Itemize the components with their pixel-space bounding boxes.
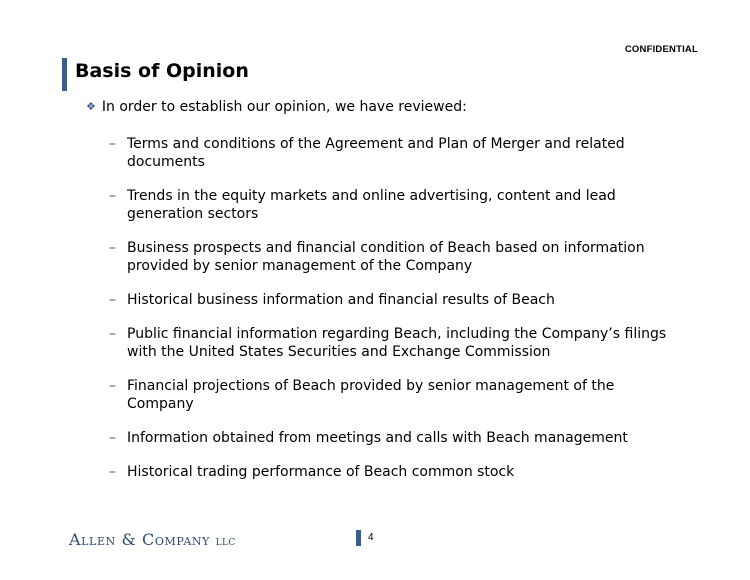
list-item [109,325,679,361]
list-item-text: Financial projections of Beach provided by senior management of the Company [127,378,615,412]
list-item [109,291,679,309]
list-item [109,429,679,447]
list-item-text: Historical trading performance of Beach common stock [127,464,515,480]
list-item [109,239,679,275]
list-item [109,463,679,481]
list-item-text: Trends in the equity markets and online advertising, content and lead generation sectors [127,188,616,222]
dash-icon: – [109,136,116,152]
logo-name: Allen & Company [69,530,210,549]
dash-icon: – [109,464,116,480]
intro-text: In order to establish our opinion, we have reviewed: [101,99,467,115]
diamond-bullet-icon: ❖ [86,100,96,113]
list-item [109,135,679,171]
dash-icon: – [109,188,116,204]
list-item [109,377,679,413]
list-item-text: Business prospects and financial condition of Beach based on information provided by senior management of the Company [127,240,645,274]
title-accent-bar [62,58,67,91]
dash-icon: – [109,378,116,394]
dash-icon: – [109,240,116,256]
dash-icon: – [109,326,116,342]
list-item-text: Information obtained from meetings and calls with Beach management [127,430,628,446]
page-number: 4 [368,532,374,543]
confidential-label: CONFIDENTIAL [624,44,698,55]
dash-icon: – [109,292,116,308]
review-list [109,135,679,497]
list-item [109,187,679,223]
logo-suffix: LLC [215,538,236,548]
intro-line [86,98,706,116]
company-logo [69,530,236,549]
page-title: Basis of Opinion [75,60,249,82]
page-number-bar [356,530,361,546]
list-item-text: Historical business information and financial results of Beach [127,292,555,308]
dash-icon: – [109,430,116,446]
list-item-text: Public financial information regarding Beach, including the Company’s filings with the United States Securities and Exchange Commission [127,326,667,360]
list-item-text: Terms and conditions of the Agreement and Plan of Merger and related documents [127,136,625,170]
